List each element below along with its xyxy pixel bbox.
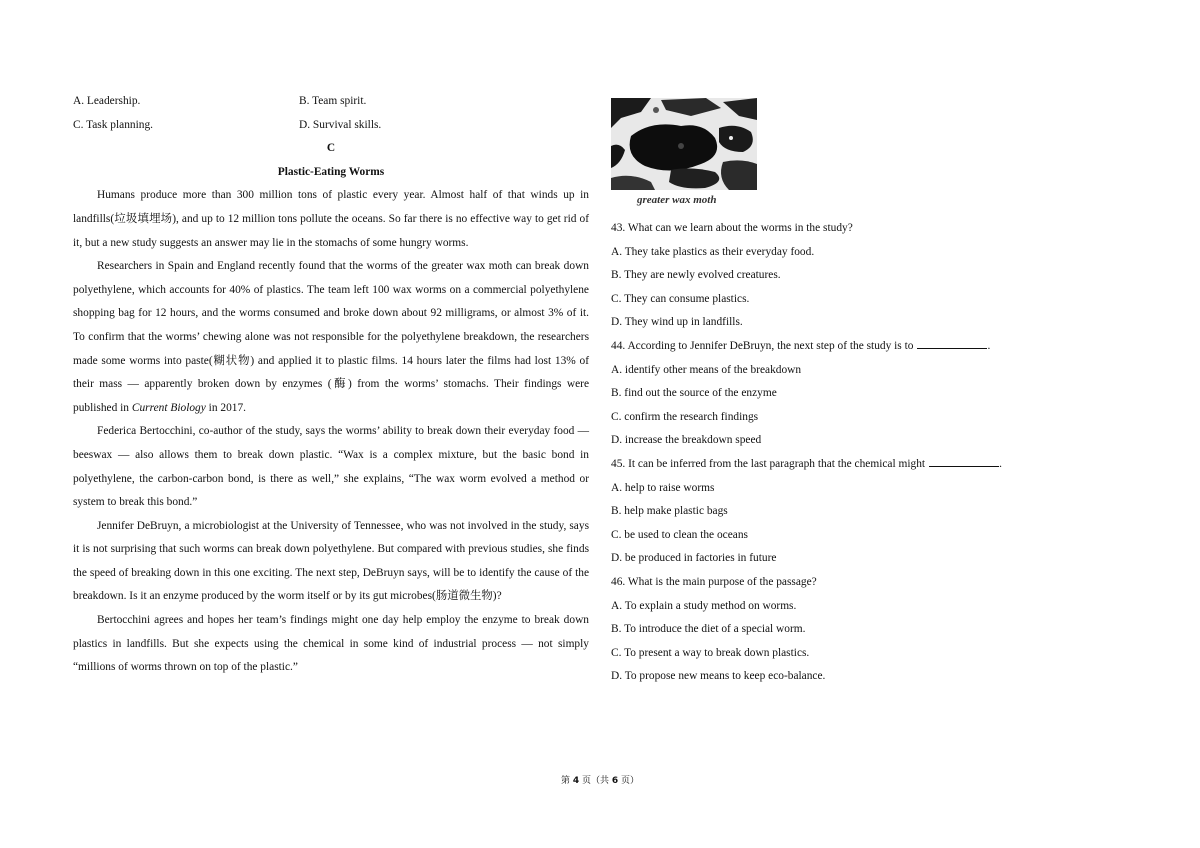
q44-option-b: B. find out the source of the enzyme	[611, 387, 777, 400]
footer-total-pages: 6	[611, 776, 619, 786]
footer-page-number: 4	[572, 776, 580, 786]
question-45-text: 45. It can be inferred from the last paragraph that the chemical might	[611, 457, 926, 470]
q46-option-d: D. To propose new means to keep eco-balance.	[611, 670, 826, 683]
journal-name: Current Biology	[131, 401, 206, 414]
answer-blank	[929, 456, 999, 467]
paragraph-2-end: in 2017.	[208, 401, 247, 414]
paragraph-3: Federica Bertocchini, co-author of the study, says the worms’ ability to break down their everyday food — beeswax — also allows them to break down plastic. “Wax is a complex mixture, but the basic bond in polyethylene, the carbon-carbon bond, is there as well,” she explains, “The wax worm evolved a method or system to break this bond.”	[73, 425, 589, 509]
q45-option-c: C. be used to clean the oceans	[611, 528, 748, 541]
paragraph-4: Jennifer DeBruyn, a microbiologist at the University of Tennessee, who was not involved in the study, says it is not surprising that such worms can break down polyethylene. But compared with previous studies, she finds the speed of breaking down in this one exciting. The next step, DeBruyn says, will be to identify the cause of the breakdown. Is it an enzyme produced by the worm itself or by its gut microbes(肠道微生物)?	[73, 519, 589, 603]
footer-suffix: 页）	[621, 776, 640, 786]
q46-option-c: C. To present a way to break down plastics.	[611, 646, 810, 659]
page-footer	[0, 773, 1200, 786]
q45-option-b: B. help make plastic bags	[611, 505, 728, 518]
prev-option-a: A. Leadership.	[73, 95, 141, 107]
wax-moth-photo	[611, 98, 761, 210]
q43-option-b: B. They are newly evolved creatures.	[611, 269, 781, 282]
prev-options-row-2	[73, 114, 589, 138]
prev-option-d: D. Survival skills.	[299, 118, 382, 131]
paragraph-2-text: Researchers in Spain and England recently found that the worms of the greater wax moth can break down polyethylene, which accounts for 40% of plastics. The team left 100 wax worms on a commercial polyethylene shopping bag for 12 hours, and the worms consumed and broke down about 92 milligrams, or almost 3% of it. To confirm that the worms’ chewing alone was not responsible for the polyethylene breakdown, the researchers made some worms into paste(糊状物) and applied it to plastic films. 14 hours later the films had lost 13% of their mass — apparently broken down by enzymes (酶) from the worms’ stomachs. Their findings were published in	[73, 260, 589, 414]
passage-title: Plastic-Eating Worms	[277, 165, 385, 178]
question-46: 46. What is the main purpose of the passage?	[611, 575, 817, 588]
footer-middle: 页（共	[581, 776, 609, 786]
q46-option-b: B. To introduce the diet of a special worm.	[611, 623, 806, 636]
q44-option-a: A. identify other means of the breakdown	[611, 363, 802, 376]
q44-option-c: C. confirm the research findings	[611, 410, 759, 423]
left-column	[73, 90, 589, 680]
right-column	[611, 217, 1041, 689]
q45-option-d: D. be produced in factories in future	[611, 552, 777, 565]
q43-option-d: D. They wind up in landfills.	[611, 316, 743, 329]
question-45: 45. It can be inferred from the last paragraph that the chemical might .	[611, 457, 1002, 470]
footer-prefix: 第	[560, 776, 570, 786]
q43-option-a: A. They take plastics as their everyday food.	[611, 245, 815, 258]
paragraph-1: Humans produce more than 300 million tons of plastic every year. Almost half of that winds up in landfills(垃圾填埋场), and up to 12 million tons pollute the oceans. So far there is no effective way to get rid of it, but a new study suggests an answer may lie in the stomachs of some hungry worms.	[73, 189, 589, 249]
question-43: 43. What can we learn about the worms in the study?	[611, 222, 853, 234]
paragraph-5: Bertocchini agrees and hopes her team’s findings might one day help employ the enzyme to break down plastics in landfills. But she expects using the chemical in some kind of industrial process — not simply “millions of worms thrown on top of the plastic.”	[73, 614, 589, 674]
q46-option-a: A. To explain a study method on worms.	[611, 599, 797, 612]
prev-option-b: B. Team spirit.	[299, 95, 367, 107]
prev-options-row-1	[73, 90, 589, 114]
answer-blank	[917, 338, 987, 349]
question-44: 44. According to Jennifer DeBruyn, the next step of the study is to .	[611, 339, 991, 352]
q44-option-d: D. increase the breakdown speed	[611, 434, 762, 447]
question-44-text: 44. According to Jennifer DeBruyn, the next step of the study is to	[611, 339, 914, 352]
q43-option-c: C. They can consume plastics.	[611, 292, 750, 305]
q45-option-a: A. help to raise worms	[611, 481, 715, 494]
prev-option-c: C. Task planning.	[73, 118, 153, 131]
image-caption: greater wax moth	[637, 194, 717, 206]
wax-moth-image	[611, 98, 757, 190]
paragraph-2	[73, 255, 589, 420]
section-letter: C	[326, 142, 336, 155]
